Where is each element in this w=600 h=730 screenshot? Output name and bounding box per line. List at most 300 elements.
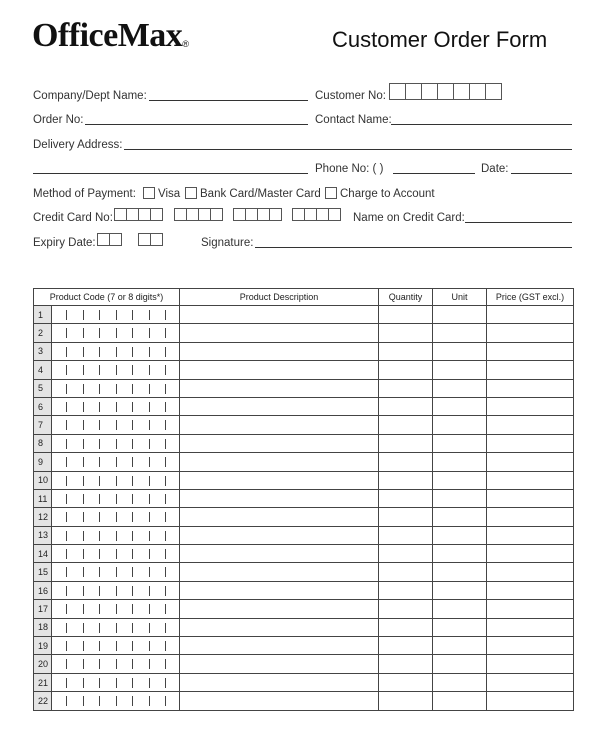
customer-no-label: Customer No: — [315, 90, 386, 102]
product-description-cell[interactable] — [180, 600, 379, 618]
quantity-cell[interactable] — [379, 655, 433, 673]
digit-divider — [149, 641, 150, 651]
row-number: 22 — [34, 692, 52, 710]
product-code-cell[interactable] — [52, 655, 180, 673]
product-description-cell[interactable] — [180, 306, 379, 324]
row-number: 16 — [34, 581, 52, 599]
visa-checkbox[interactable] — [143, 187, 155, 199]
digit-divider — [99, 384, 100, 394]
price-cell[interactable] — [487, 489, 574, 507]
digit-divider — [99, 494, 100, 504]
card-group-3[interactable] — [234, 208, 282, 221]
digit-divider — [116, 420, 117, 430]
quantity-cell[interactable] — [379, 489, 433, 507]
digit-divider — [66, 476, 67, 486]
digit-divider — [132, 347, 133, 357]
row-number: 17 — [34, 600, 52, 618]
digit-divider — [66, 328, 67, 338]
charge-account-label: Charge to Account — [340, 188, 435, 200]
digit-divider — [165, 347, 166, 357]
unit-cell[interactable] — [433, 397, 487, 415]
price-cell[interactable] — [487, 508, 574, 526]
order-table — [33, 288, 574, 711]
price-cell[interactable] — [487, 563, 574, 581]
digit-divider — [116, 659, 117, 669]
table-row — [34, 471, 574, 489]
date-field[interactable] — [511, 173, 572, 174]
unit-cell[interactable] — [433, 581, 487, 599]
digit-divider — [149, 659, 150, 669]
product-code-cell[interactable] — [52, 397, 180, 415]
digit-divider — [165, 457, 166, 467]
digit-divider — [165, 567, 166, 577]
digit-divider — [165, 439, 166, 449]
quantity-cell[interactable] — [379, 637, 433, 655]
digit-divider — [83, 457, 84, 467]
quantity-cell[interactable] — [379, 342, 433, 360]
digit-divider — [116, 328, 117, 338]
digit-divider — [132, 384, 133, 394]
unit-cell[interactable] — [433, 361, 487, 379]
digit-divider — [83, 402, 84, 412]
digit-divider — [99, 512, 100, 522]
digit-divider — [83, 567, 84, 577]
row-number: 19 — [34, 637, 52, 655]
unit-cell[interactable] — [433, 471, 487, 489]
bank-card-checkbox[interactable] — [185, 187, 197, 199]
table-row — [34, 397, 574, 415]
digit-divider — [66, 531, 67, 541]
digit-divider — [132, 586, 133, 596]
price-cell[interactable] — [487, 361, 574, 379]
digit-divider — [116, 457, 117, 467]
digit-divider — [66, 420, 67, 430]
digit-divider — [116, 586, 117, 596]
contact-name-field[interactable] — [391, 124, 572, 125]
product-description-cell[interactable] — [180, 471, 379, 489]
row-number: 12 — [34, 508, 52, 526]
row-number: 20 — [34, 655, 52, 673]
digit-divider — [165, 641, 166, 651]
unit-cell[interactable] — [433, 637, 487, 655]
digit-divider — [116, 494, 117, 504]
price-cell[interactable] — [487, 526, 574, 544]
product-code-cell[interactable] — [52, 545, 180, 563]
digit-divider — [66, 365, 67, 375]
digit-divider — [116, 347, 117, 357]
row-number: 3 — [34, 342, 52, 360]
product-code-cell[interactable] — [52, 453, 180, 471]
digit-divider — [132, 476, 133, 486]
digit-divider — [83, 476, 84, 486]
product-code-cell[interactable] — [52, 581, 180, 599]
product-description-cell[interactable] — [180, 618, 379, 636]
digit-divider — [83, 310, 84, 320]
unit-cell[interactable] — [433, 324, 487, 342]
product-description-cell[interactable] — [180, 397, 379, 415]
digit-divider — [132, 310, 133, 320]
visa-label: Visa — [158, 188, 181, 200]
delivery-address-field-2[interactable] — [33, 173, 308, 174]
product-description-cell[interactable] — [180, 324, 379, 342]
row-number: 8 — [34, 434, 52, 452]
digit-divider — [116, 365, 117, 375]
digit-divider — [66, 310, 67, 320]
product-description-cell[interactable] — [180, 581, 379, 599]
quantity-cell[interactable] — [379, 379, 433, 397]
digit-divider — [66, 586, 67, 596]
unit-cell[interactable] — [433, 563, 487, 581]
digit-divider — [165, 531, 166, 541]
product-description-cell[interactable] — [180, 416, 379, 434]
product-code-cell[interactable] — [52, 692, 180, 710]
quantity-cell[interactable] — [379, 600, 433, 618]
price-cell[interactable] — [487, 471, 574, 489]
digit-divider — [116, 476, 117, 486]
header-product-description: Product Description — [180, 289, 379, 306]
digit-divider — [165, 659, 166, 669]
product-code-cell[interactable] — [52, 416, 180, 434]
signature-field[interactable] — [255, 247, 572, 248]
digit-divider — [132, 641, 133, 651]
unit-cell[interactable] — [433, 434, 487, 452]
product-description-cell[interactable] — [180, 508, 379, 526]
quantity-cell[interactable] — [379, 692, 433, 710]
company-label: Company/Dept Name: — [33, 90, 147, 102]
digit-divider — [116, 402, 117, 412]
product-description-cell[interactable] — [180, 361, 379, 379]
digit-divider — [132, 604, 133, 614]
product-description-cell[interactable] — [180, 655, 379, 673]
table-row — [34, 600, 574, 618]
product-description-cell[interactable] — [180, 453, 379, 471]
digit-divider — [132, 623, 133, 633]
quantity-cell[interactable] — [379, 416, 433, 434]
quantity-cell[interactable] — [379, 563, 433, 581]
table-row — [34, 342, 574, 360]
unit-cell[interactable] — [433, 673, 487, 691]
delivery-address-field[interactable] — [124, 149, 572, 150]
digit-divider — [165, 384, 166, 394]
digit-divider — [83, 439, 84, 449]
digit-divider — [116, 384, 117, 394]
digit-divider — [66, 494, 67, 504]
product-code-cell[interactable] — [52, 489, 180, 507]
price-cell[interactable] — [487, 324, 574, 342]
digit-divider — [149, 365, 150, 375]
product-description-cell[interactable] — [180, 692, 379, 710]
table-row — [34, 618, 574, 636]
digit-divider — [165, 365, 166, 375]
unit-cell[interactable] — [433, 618, 487, 636]
digit-divider — [116, 604, 117, 614]
digit-divider — [149, 384, 150, 394]
officemax-logo: OfficeMax® — [32, 17, 189, 54]
row-number: 14 — [34, 545, 52, 563]
name-on-card-field[interactable] — [465, 222, 572, 223]
digit-divider — [99, 365, 100, 375]
digit-divider — [66, 512, 67, 522]
digit-divider — [165, 420, 166, 430]
product-code-cell[interactable] — [52, 673, 180, 691]
price-cell[interactable] — [487, 453, 574, 471]
unit-cell[interactable] — [433, 545, 487, 563]
table-row — [34, 306, 574, 324]
quantity-cell[interactable] — [379, 324, 433, 342]
table-row — [34, 526, 574, 544]
table-row — [34, 453, 574, 471]
name-on-card-label: Name on Credit Card: — [353, 212, 465, 224]
digit-divider — [149, 586, 150, 596]
row-number: 11 — [34, 489, 52, 507]
table-row — [34, 692, 574, 710]
product-code-cell[interactable] — [52, 379, 180, 397]
digit-divider — [132, 328, 133, 338]
expiry-year-boxes[interactable] — [139, 233, 163, 246]
card-group-4[interactable] — [293, 208, 341, 221]
form-title: Customer Order Form — [332, 27, 548, 52]
unit-cell[interactable] — [433, 379, 487, 397]
row-number: 5 — [34, 379, 52, 397]
digit-divider — [83, 494, 84, 504]
price-cell[interactable] — [487, 397, 574, 415]
digit-divider — [132, 531, 133, 541]
price-cell[interactable] — [487, 618, 574, 636]
quantity-cell[interactable] — [379, 306, 433, 324]
quantity-cell[interactable] — [379, 508, 433, 526]
product-description-cell[interactable] — [180, 526, 379, 544]
digit-divider — [116, 678, 117, 688]
digit-divider — [99, 604, 100, 614]
digit-divider — [66, 347, 67, 357]
product-description-cell[interactable] — [180, 673, 379, 691]
row-number: 15 — [34, 563, 52, 581]
digit-divider — [99, 439, 100, 449]
digit-divider — [165, 494, 166, 504]
digit-divider — [165, 549, 166, 559]
card-group-1[interactable] — [115, 208, 163, 221]
digit-divider — [149, 623, 150, 633]
customer-no-boxes[interactable] — [390, 83, 502, 100]
quantity-cell[interactable] — [379, 673, 433, 691]
digit-divider — [132, 659, 133, 669]
product-description-cell[interactable] — [180, 563, 379, 581]
digit-divider — [149, 328, 150, 338]
price-cell[interactable] — [487, 434, 574, 452]
table-row — [34, 508, 574, 526]
digit-divider — [165, 310, 166, 320]
row-number: 18 — [34, 618, 52, 636]
price-cell[interactable] — [487, 306, 574, 324]
charge-account-checkbox[interactable] — [325, 187, 337, 199]
quantity-cell[interactable] — [379, 545, 433, 563]
table-row — [34, 545, 574, 563]
digit-divider — [66, 659, 67, 669]
phone-label: Phone No: ( ) — [315, 163, 384, 175]
digit-divider — [66, 623, 67, 633]
digit-divider — [99, 696, 100, 706]
digit-divider — [116, 439, 117, 449]
digit-divider — [165, 623, 166, 633]
price-cell[interactable] — [487, 416, 574, 434]
price-cell[interactable] — [487, 342, 574, 360]
digit-divider — [149, 604, 150, 614]
digit-divider — [116, 310, 117, 320]
price-cell[interactable] — [487, 379, 574, 397]
price-cell[interactable] — [487, 581, 574, 599]
product-description-cell[interactable] — [180, 637, 379, 655]
digit-divider — [83, 586, 84, 596]
digit-divider — [149, 531, 150, 541]
digit-divider — [132, 365, 133, 375]
payment-label: Method of Payment: — [33, 188, 136, 200]
row-number: 13 — [34, 526, 52, 544]
order-no-field[interactable] — [85, 124, 308, 125]
digit-divider — [149, 439, 150, 449]
quantity-cell[interactable] — [379, 434, 433, 452]
unit-cell[interactable] — [433, 655, 487, 673]
price-cell[interactable] — [487, 637, 574, 655]
digit-divider — [149, 402, 150, 412]
unit-cell[interactable] — [433, 342, 487, 360]
digit-divider — [116, 623, 117, 633]
product-code-cell[interactable] — [52, 324, 180, 342]
digit-divider — [149, 494, 150, 504]
digit-divider — [83, 641, 84, 651]
digit-divider — [66, 678, 67, 688]
digit-divider — [83, 384, 84, 394]
product-description-cell[interactable] — [180, 545, 379, 563]
product-code-cell[interactable] — [52, 508, 180, 526]
quantity-cell[interactable] — [379, 526, 433, 544]
digit-divider — [83, 659, 84, 669]
unit-cell[interactable] — [433, 489, 487, 507]
digit-divider — [165, 586, 166, 596]
digit-divider — [99, 531, 100, 541]
digit-divider — [66, 567, 67, 577]
product-description-cell[interactable] — [180, 379, 379, 397]
digit-divider — [66, 696, 67, 706]
expiry-month-boxes[interactable] — [98, 233, 122, 246]
digit-divider — [132, 420, 133, 430]
table-row — [34, 581, 574, 599]
quantity-cell[interactable] — [379, 581, 433, 599]
price-cell[interactable] — [487, 673, 574, 691]
digit-divider — [116, 549, 117, 559]
row-number: 9 — [34, 453, 52, 471]
digit-divider — [99, 328, 100, 338]
digit-divider — [66, 439, 67, 449]
row-number: 6 — [34, 397, 52, 415]
digit-divider — [132, 549, 133, 559]
unit-cell[interactable] — [433, 453, 487, 471]
company-field[interactable] — [149, 100, 308, 101]
row-number: 21 — [34, 673, 52, 691]
digit-divider — [66, 604, 67, 614]
unit-cell[interactable] — [433, 306, 487, 324]
product-code-cell[interactable] — [52, 618, 180, 636]
card-group-2[interactable] — [175, 208, 223, 221]
digit-divider — [83, 347, 84, 357]
product-description-cell[interactable] — [180, 489, 379, 507]
phone-field[interactable] — [393, 173, 475, 174]
table-row — [34, 637, 574, 655]
unit-cell[interactable] — [433, 600, 487, 618]
digit-divider — [116, 531, 117, 541]
unit-cell[interactable] — [433, 526, 487, 544]
row-number: 10 — [34, 471, 52, 489]
digit-divider — [99, 623, 100, 633]
digit-divider — [165, 476, 166, 486]
bank-card-label: Bank Card/Master Card — [200, 188, 321, 200]
digit-divider — [132, 457, 133, 467]
digit-divider — [132, 678, 133, 688]
digit-divider — [116, 512, 117, 522]
header-price: Price (GST excl.) — [487, 289, 574, 306]
product-code-cell[interactable] — [52, 637, 180, 655]
digit-divider — [165, 696, 166, 706]
digit-divider — [116, 567, 117, 577]
product-code-cell[interactable] — [52, 306, 180, 324]
digit-divider — [165, 604, 166, 614]
signature-label: Signature: — [201, 237, 254, 249]
product-code-cell[interactable] — [52, 563, 180, 581]
digit-divider — [83, 365, 84, 375]
product-code-cell[interactable] — [52, 361, 180, 379]
digit-divider — [66, 457, 67, 467]
digit-divider — [165, 402, 166, 412]
unit-cell[interactable] — [433, 508, 487, 526]
digit-divider — [99, 347, 100, 357]
row-number: 4 — [34, 361, 52, 379]
unit-cell[interactable] — [433, 692, 487, 710]
digit-divider — [99, 659, 100, 669]
product-code-cell[interactable] — [52, 526, 180, 544]
product-code-cell[interactable] — [52, 434, 180, 452]
quantity-cell[interactable] — [379, 361, 433, 379]
quantity-cell[interactable] — [379, 471, 433, 489]
digit-divider — [149, 512, 150, 522]
digit-divider — [83, 549, 84, 559]
delivery-address-label: Delivery Address: — [33, 139, 123, 151]
price-cell[interactable] — [487, 545, 574, 563]
product-code-cell[interactable] — [52, 342, 180, 360]
digit-divider — [99, 420, 100, 430]
unit-cell[interactable] — [433, 416, 487, 434]
quantity-cell[interactable] — [379, 453, 433, 471]
digit-divider — [149, 457, 150, 467]
price-cell[interactable] — [487, 655, 574, 673]
digit-divider — [149, 420, 150, 430]
order-no-label: Order No: — [33, 114, 84, 126]
table-row — [34, 489, 574, 507]
digit-divider — [83, 512, 84, 522]
quantity-cell[interactable] — [379, 397, 433, 415]
contact-name-label: Contact Name: — [315, 114, 392, 126]
digit-divider — [83, 604, 84, 614]
product-code-cell[interactable] — [52, 471, 180, 489]
table-row — [34, 673, 574, 691]
row-number: 1 — [34, 306, 52, 324]
quantity-cell[interactable] — [379, 618, 433, 636]
price-cell[interactable] — [487, 692, 574, 710]
product-description-cell[interactable] — [180, 342, 379, 360]
price-cell[interactable] — [487, 600, 574, 618]
product-description-cell[interactable] — [180, 434, 379, 452]
digit-divider — [165, 512, 166, 522]
digit-divider — [149, 476, 150, 486]
product-code-cell[interactable] — [52, 600, 180, 618]
